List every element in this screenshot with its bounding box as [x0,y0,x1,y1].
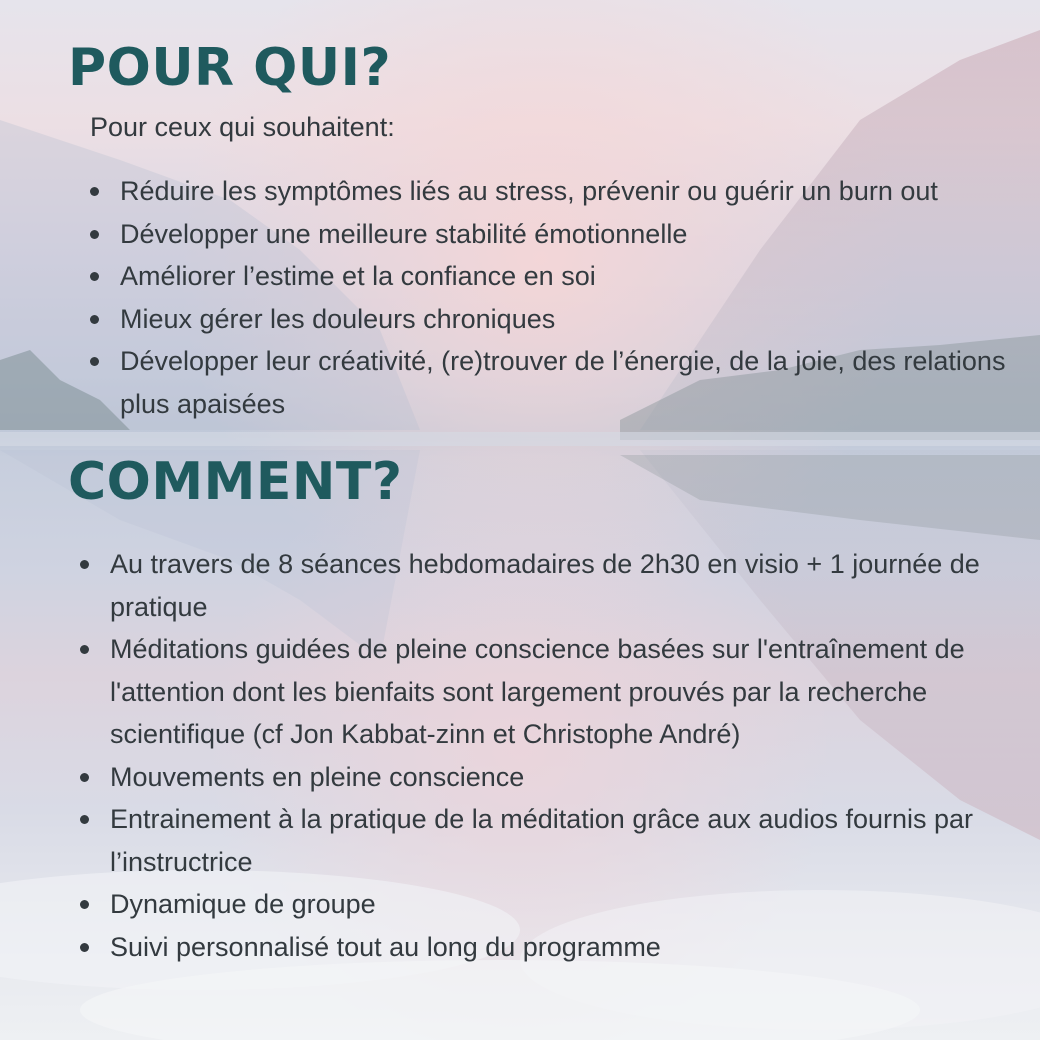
list-item: Développer une meilleure stabilité émotionnelle [90,213,1010,256]
list-item: Au travers de 8 séances hebdomadaires de 2h30 en visio + 1 journée de pratique [80,543,1015,628]
method-list [80,543,1015,968]
list-item: Entrainement à la pratique de la méditation grâce aux audios fournis par l’instructrice [80,798,1015,883]
list-item: Méditations guidées de pleine conscience basées sur l'entraînement de l'attention dont les bienfaits sont largement prouvés par la recherche scientifique (cf Jon Kabbat-zinn et Christophe André) [80,628,1015,756]
list-item: Mouvements en pleine conscience [80,756,1015,799]
list-item: Développer leur créativité, (re)trouver de l’énergie, de la joie, des relations plus apaisées [90,340,1010,425]
list-item: Réduire les symptômes liés au stress, prévenir ou guérir un burn out [90,170,1010,213]
intro-text: Pour ceux qui souhaitent: [90,112,395,142]
list-item: Améliorer l’estime et la confiance en soi [90,255,1010,298]
list-item: Suivi personnalisé tout au long du programme [80,926,1015,969]
section-title-pour-qui: POUR QUI? [68,38,392,98]
list-item: Mieux gérer les douleurs chroniques [90,298,1010,341]
list-item: Dynamique de groupe [80,883,1015,926]
section-title-comment: COMMENT? [68,452,403,512]
audience-list [90,170,1010,425]
